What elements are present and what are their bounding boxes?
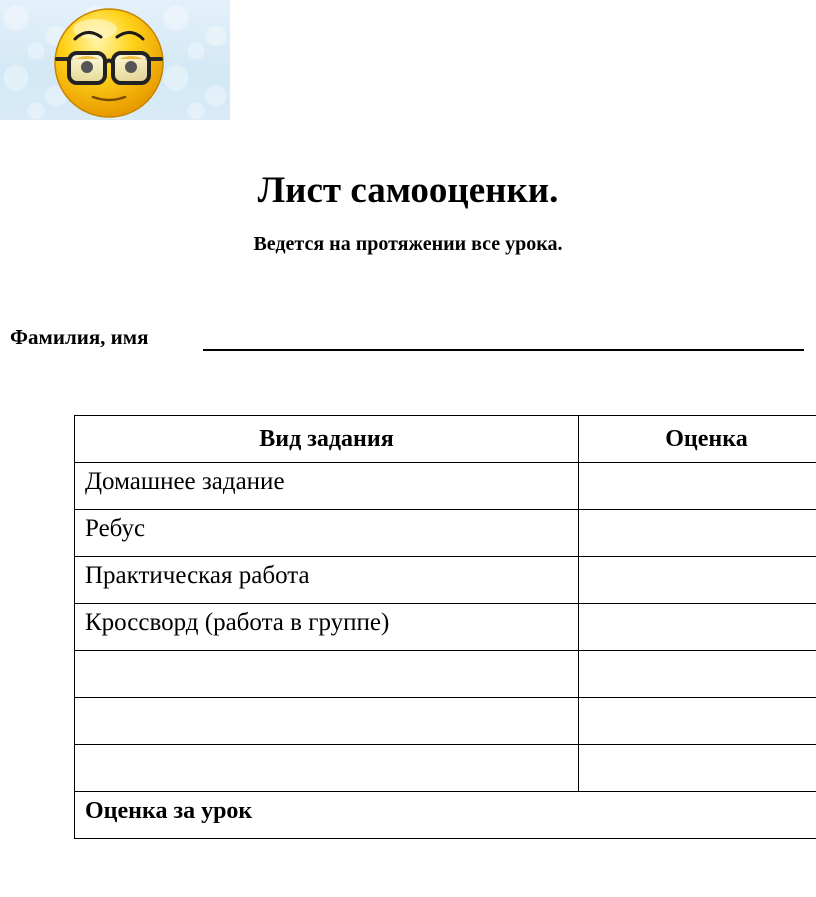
grade-cell[interactable] — [579, 651, 816, 698]
grade-value — [589, 510, 816, 512]
task-label — [85, 651, 568, 653]
name-field-line — [203, 349, 804, 351]
task-label — [85, 698, 568, 700]
task-label — [85, 745, 568, 747]
grade-cell[interactable] — [579, 510, 816, 557]
table-total-row — [75, 792, 816, 839]
task-cell[interactable] — [75, 651, 579, 698]
task-label: Ребус — [85, 515, 146, 542]
task-cell — [75, 604, 579, 651]
page-subtitle: Ведется на протяжении все урока. — [253, 233, 563, 255]
table-row — [75, 604, 816, 651]
grade-value — [589, 698, 816, 700]
table-row — [75, 557, 816, 604]
task-cell — [75, 510, 579, 557]
logo-panel — [0, 0, 230, 120]
table-row — [75, 745, 816, 792]
name-label: Фамилия, имя — [10, 325, 149, 349]
task-cell[interactable] — [75, 745, 579, 792]
task-label: Домашнее задание — [85, 468, 285, 495]
grade-value — [589, 463, 816, 465]
self-assessment-table — [74, 415, 816, 839]
smiley-with-glasses-icon — [47, 3, 171, 119]
total-grade-cell[interactable] — [75, 792, 816, 839]
task-cell[interactable] — [75, 698, 579, 745]
grade-cell[interactable] — [579, 604, 816, 651]
table-row — [75, 463, 816, 510]
column-header-task-type: Вид задания — [75, 416, 579, 463]
grade-cell[interactable] — [579, 698, 816, 745]
grade-value — [589, 557, 816, 559]
grade-cell[interactable] — [579, 557, 816, 604]
table-row — [75, 510, 816, 557]
grade-value — [589, 651, 816, 653]
grade-value — [589, 745, 816, 747]
task-label: Практическая работа — [85, 562, 310, 589]
page-title: Лист самооценки. — [257, 170, 559, 211]
total-grade-label: Оценка за урок — [85, 798, 253, 824]
table-header-row — [75, 416, 816, 463]
task-label: Кроссворд (работа в группе) — [85, 609, 390, 636]
grade-value — [589, 604, 816, 606]
grade-cell[interactable] — [579, 463, 816, 510]
task-cell — [75, 557, 579, 604]
task-cell — [75, 463, 579, 510]
column-header-grade: Оценка — [579, 416, 816, 463]
grade-cell[interactable] — [579, 745, 816, 792]
table-row — [75, 651, 816, 698]
table-row — [75, 698, 816, 745]
